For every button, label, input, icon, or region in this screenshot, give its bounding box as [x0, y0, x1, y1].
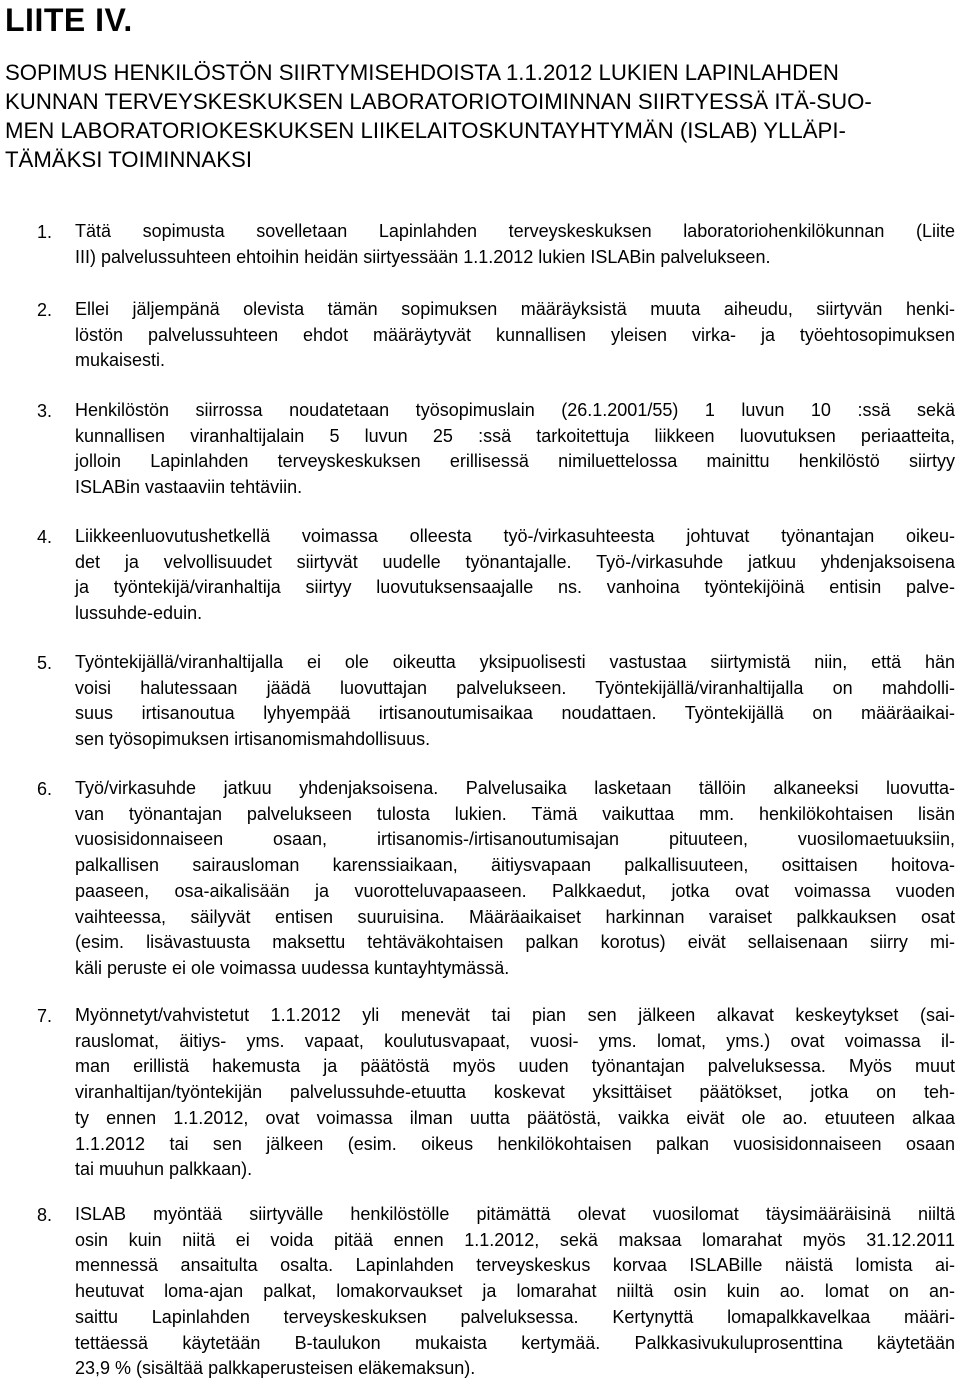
item-number: 6. [37, 779, 53, 799]
text-line: Myönnetyt/vahvistetut 1.1.2012 yli menevät tai pian sen jälkeen alkavat keskeytykset (sai- [75, 1005, 955, 1025]
item-number: 1. [37, 222, 53, 242]
text-line: löstön palvelussuhteen ehdot määräytyvät kunnallisen yleisen virka- ja työehtosopimuksen [75, 324, 955, 345]
item-text [75, 297, 955, 374]
text-line: palkallisen sairausloman karenssiaikaan, äitiysvapaan palkallisuuteen, osittaisen hoitova- [75, 855, 955, 876]
text-line: tai muuhun palkkaan). [75, 1159, 253, 1180]
item-text [75, 524, 955, 627]
item-text [75, 398, 955, 501]
item-text [75, 776, 955, 982]
text-line: viranhaltijan/työntekijän palvelussuhde-etuutta koskevat yksittäiset päätökset, jotka on teh- [75, 1082, 955, 1103]
text-line: voisi halutessaan jäädä luovuttajan palvelukseen. Työntekijällä/viranhaltijalla on mahdolli- [75, 677, 955, 698]
text-line: suus irtisanoutua lyhyempää irtisanoutumisaikaa noudattaen. Työntekijällä on määräaikai- [75, 703, 955, 724]
text-line: 1.1.2012 tai sen jälkeen (esim. oikeus henkilökohtaisen palkan vuosisidonnaiseen osaan [75, 1133, 955, 1154]
text-line: man erillistä hakemusta ja päätöstä myös uuden työnantajan palveluksessa. Myös muut [75, 1056, 955, 1077]
text-line: heutuvat loma-ajan palkat, lomakorvaukset ja lomarahat niiltä osin kuin ao. lomat on an- [75, 1281, 955, 1302]
text-line: Ellei jäljempänä olevista tämän sopimuksen määräyksistä muuta aiheudu, siirtyvän henki- [75, 299, 955, 319]
item-text [75, 650, 955, 753]
item-text [75, 219, 955, 270]
text-line: tettäessä käytetään B-taulukon mukaista kertymää. Palkkasivukuluprosenttina käytetään [75, 1332, 955, 1353]
title-line: MEN LABORATORIOKESKUKSEN LIIKELAITOSKUNTAYHTYMÄN (ISLAB) YLLÄPI- [5, 118, 846, 143]
text-line: saittu Lapinlahden terveyskeskuksen palveluksessa. Kertynyttä lomapalkkavelkaa määri- [75, 1306, 955, 1327]
title-line: SOPIMUS HENKILÖSTÖN SIIRTYMISEHDOISTA 1.1.2012 LUKIEN LAPINLAHDEN [5, 60, 839, 85]
text-line: vuosisidonnaiseen osaan, irtisanomis-/irtisanoutumisajan pituuteen, vuosilomaetuuksiin, [75, 829, 955, 850]
text-line: sen työsopimuksen irtisanomismahdollisuus. [75, 729, 431, 750]
text-line: käli peruste ei ole voimassa uudessa kuntayhtymässä. [75, 957, 510, 978]
appendix-heading: LIITE IV. [5, 2, 133, 38]
text-line: paaseen, osa-aikalisään ja vuorotteluvapaaseen. Palkkaedut, jotka ovat voimassa vuoden [75, 880, 955, 901]
text-line: ja työntekijä/viranhaltija siirtyy luovutuksensaajalle ns. vanhoina työntekijöinä entisin palve- [75, 577, 955, 598]
text-line: ISLABin vastaaviin tehtäviin. [75, 477, 303, 498]
item-number: 8. [37, 1205, 53, 1225]
text-line: Työ/virkasuhde jatkuu yhdenjaksoisena. Palvelusaika lasketaan tällöin alkaneeksi luovutta- [75, 778, 955, 798]
text-line: det ja velvollisuudet siirtyvät uudelle työnantajalle. Työ-/virkasuhde jatkuu yhdenjaksoisena [75, 551, 955, 572]
text-line: ISLAB myöntää siirtyvälle henkilöstölle pitämättä olevat vuosilomat täysimääräisinä niiltä [75, 1204, 955, 1224]
text-line: ty ennen 1.1.2012, ovat voimassa ilman uutta päätöstä, vaikka eivät ole ao. etuuteen alkaa [75, 1107, 955, 1128]
title-line: KUNNAN TERVEYSKESKUKSEN LABORATORIOTOIMINNAN SIIRTYESSÄ ITÄ-SUO- [5, 89, 872, 114]
document-title [5, 58, 955, 174]
text-line: Henkilöstön siirrossa noudatetaan työsopimuslain (26.1.2001/55) 1 luvun 10 :ssä sekä [75, 400, 955, 420]
text-line: Liikkeenluovutushetkellä voimassa olleesta työ-/virkasuhteesta johtuvat työnantajan oikeu- [75, 526, 955, 546]
text-line: III) palvelussuhteen ehtoihin heidän siirtyessään 1.1.2012 lukien ISLABin palvelukseen. [75, 246, 771, 267]
item-number: 4. [37, 527, 53, 547]
item-number: 5. [37, 653, 53, 673]
title-line: TÄMÄKSI TOIMINNAKSI [5, 147, 252, 172]
text-line: kunnallisen viranhaltijalain 5 luvun 25 :ssä tarkoitettuja liikkeen luovutuksen periaatteita, [75, 425, 955, 446]
text-line: jolloin Lapinlahden terveyskeskuksen erillisessä nimiluettelossa mainittu henkilöstö siirtyy [75, 451, 955, 472]
text-line: Työntekijällä/viranhaltijalla ei ole oikeutta yksipuolisesti vastustaa siirtymistä niin, että hän [75, 652, 955, 672]
text-line: 23,9 % (sisältää palkkaperusteisen eläkemaksun). [75, 1358, 476, 1379]
text-line: van työnantajan palvelukseen tulosta lukien. Tämä vaikuttaa mm. henkilökohtaisen lisän [75, 803, 955, 824]
text-line: Tätä sopimusta sovelletaan Lapinlahden terveyskeskuksen laboratoriohenkilökunnan (Liite [75, 221, 955, 241]
item-number: 2. [37, 300, 53, 320]
item-text [75, 1202, 955, 1382]
text-line: vaihteessa, säilyvät entisen suuruisina. Määräaikaiset harkinnan varaiset palkkauksen osat [75, 906, 955, 927]
text-line: mennessä ansaitulta osalta. Lapinlahden terveyskeskus korvaa ISLABille näistä lomista ai- [75, 1255, 955, 1276]
item-number: 7. [37, 1006, 53, 1026]
text-line: lussuhde-eduin. [75, 603, 203, 624]
text-line: osin kuin niitä ei voida pitää ennen 1.1.2012, sekä maksaa lomarahat myös 31.12.2011 [75, 1229, 955, 1250]
text-line: (esim. lisävastuusta maksettu tehtäväkohtaisen palkan korotus) eivät sellaisenaan siirry mi- [75, 932, 955, 953]
text-line: mukaisesti. [75, 350, 166, 371]
item-text [75, 1003, 955, 1183]
item-number: 3. [37, 401, 53, 421]
text-line: rauslomat, äitiys- yms. vapaat, koulutusvapaat, vuosi- yms. lomat, yms.) ovat voimassa il- [75, 1030, 955, 1051]
